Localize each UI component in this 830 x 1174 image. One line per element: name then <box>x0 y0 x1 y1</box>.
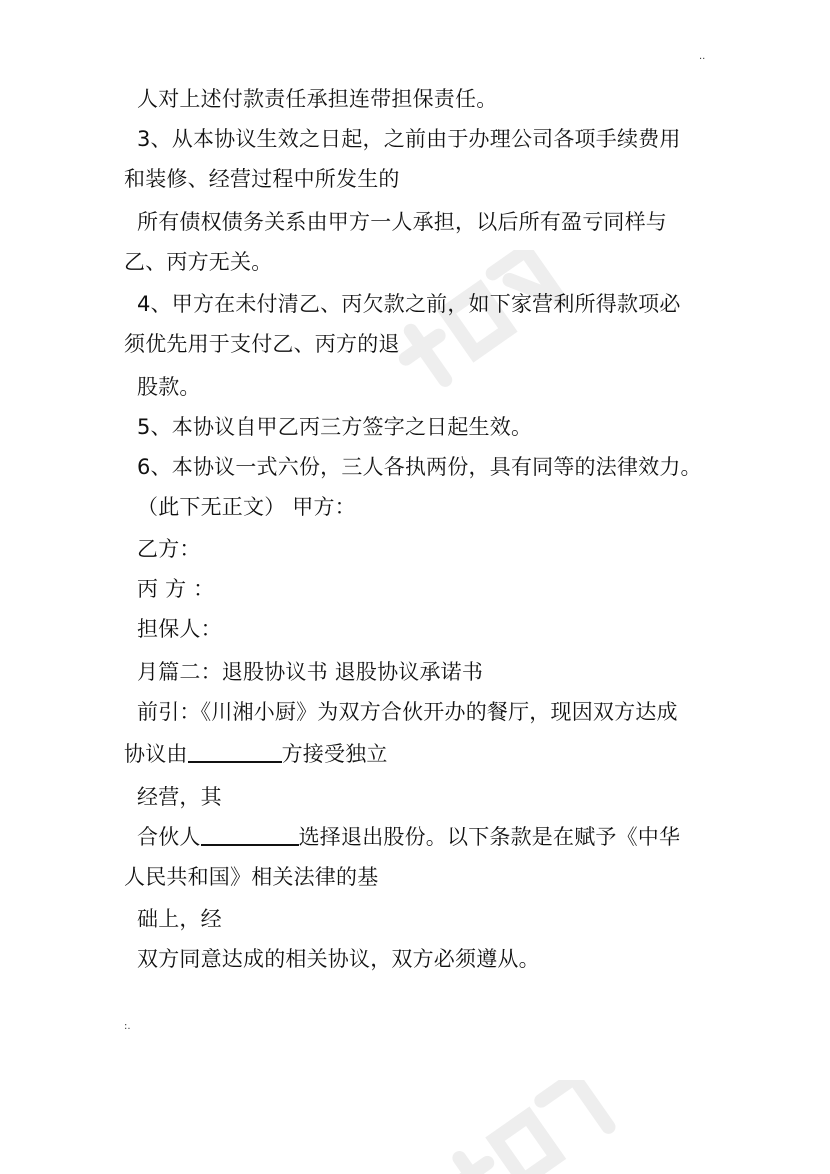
text-line: 丙 方 ： <box>137 577 215 601</box>
text-line: 前引：《川湘小厨》为双方合伙开办的餐厅，现因双方达成 <box>137 700 678 724</box>
watermark-graphic <box>380 250 580 400</box>
text-line-with-blank <box>124 740 388 768</box>
text-line: 6、本协议一式六份，三人各执两份，具有同等的法律效力。 <box>137 455 702 479</box>
text-segment: 方接受独立 <box>281 742 388 766</box>
text-line: 乙方： <box>137 537 201 561</box>
text-line: 股款。 <box>137 375 201 399</box>
corner-mark-top: .. <box>699 51 706 62</box>
text-segment: 协议由 <box>124 742 188 766</box>
corner-mark-bottom: :. <box>124 1021 131 1032</box>
text-line: 3、从本协议生效之日起，之前由于办理公司各项手续费用 <box>137 127 681 151</box>
blank-underline <box>201 824 299 846</box>
watermark-graphic <box>420 1080 620 1174</box>
text-line: 须优先用于支付乙、丙方的退 <box>124 332 400 356</box>
text-segment: 合伙人 <box>137 825 201 849</box>
text-line: 担保人： <box>137 617 222 641</box>
text-line: 人对上述付款责任承担连带担保责任。 <box>137 87 498 111</box>
text-line: 双方同意达成的相关协议，双方必须遵从。 <box>137 947 540 971</box>
text-line: 5、本协议自甲乙丙三方签字之日起生效。 <box>137 415 533 439</box>
text-line: 经营，其 <box>137 785 222 809</box>
text-line-with-blank <box>137 823 680 851</box>
text-line: 月篇二：退股协议书 退股协议承诺书 <box>137 660 484 684</box>
text-line: 和装修、经营过程中所发生的 <box>124 167 400 191</box>
text-line: 人民共和国》相关法律的基 <box>124 865 379 889</box>
text-line: 础上，经 <box>137 907 222 931</box>
text-line: 乙、丙方无关。 <box>124 250 273 274</box>
text-line: 4、甲方在未付清乙、丙欠款之前，如下家营利所得款项必 <box>137 292 681 316</box>
text-line: （此下无正文） 甲方： <box>137 495 356 519</box>
blank-underline <box>188 741 282 763</box>
text-segment: 选择退出股份。以下条款是在赋予《中华 <box>298 825 681 849</box>
text-line: 所有债权债务关系由甲方一人承担，以后所有盈亏同样与 <box>137 210 667 234</box>
